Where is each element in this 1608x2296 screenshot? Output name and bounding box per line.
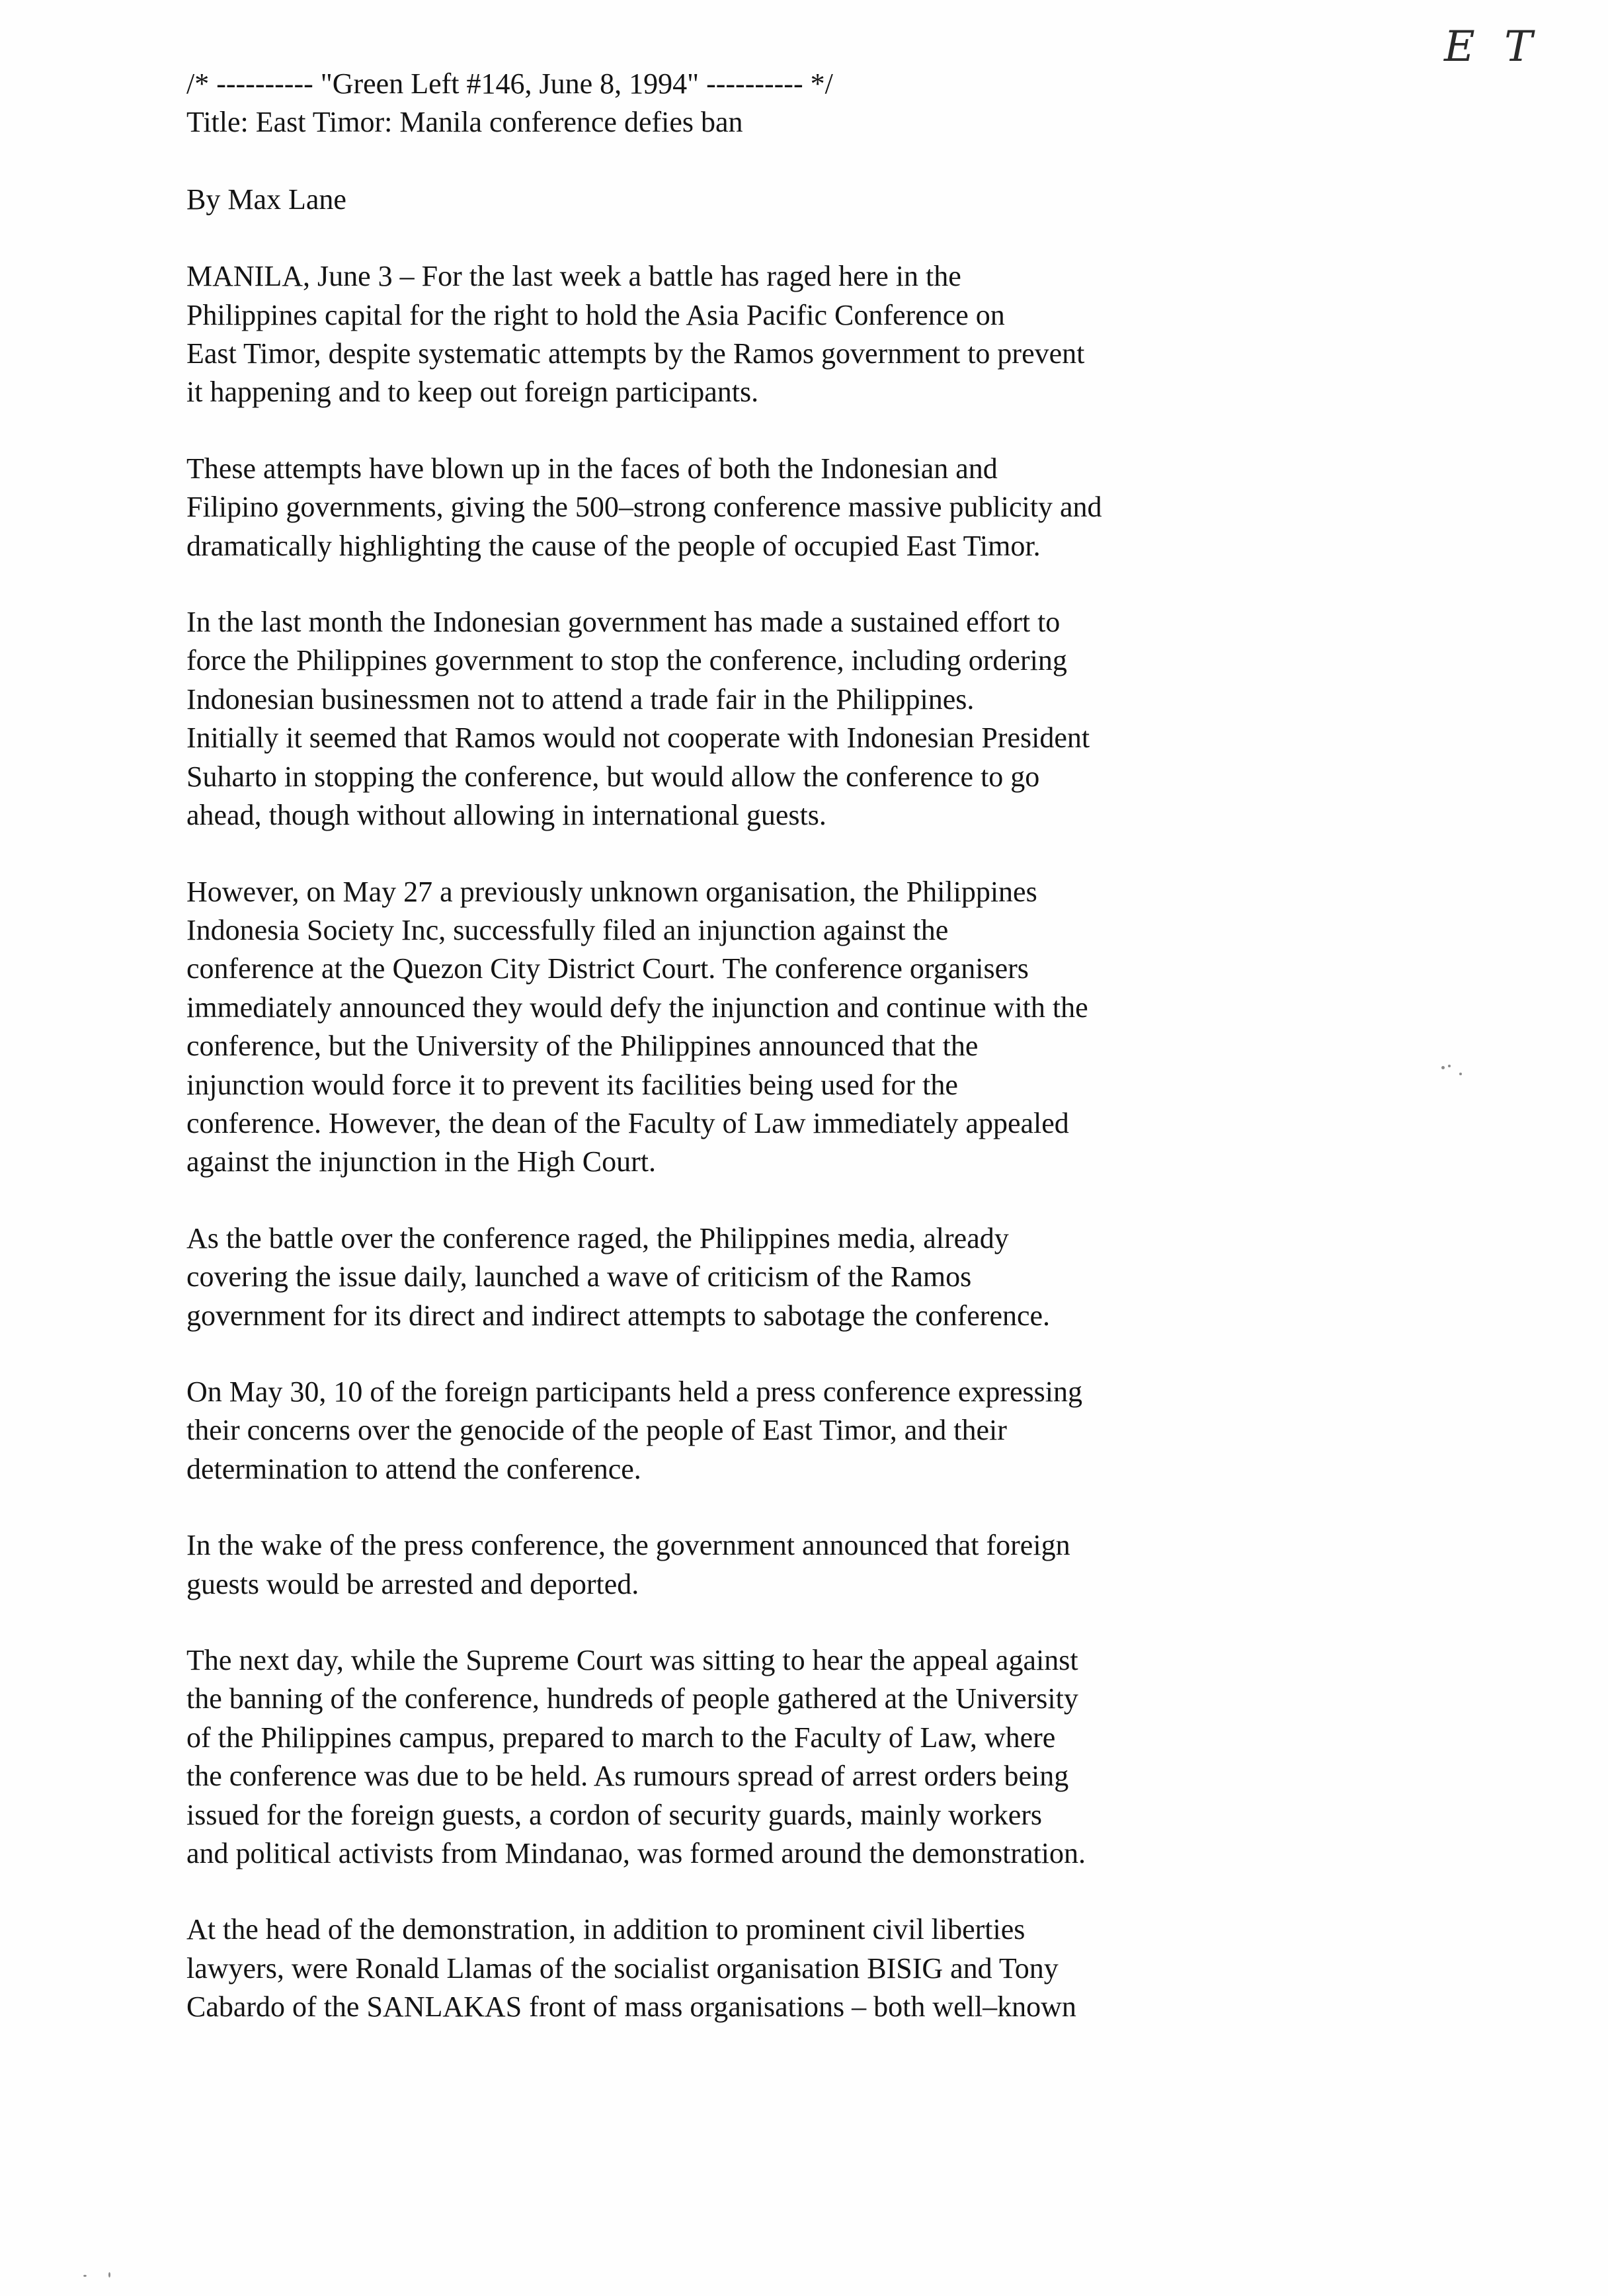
paragraph-line: Initially it seemed that Ramos would not cooperate with Indonesian President [186, 721, 1090, 755]
paragraph-line: Filipino governments, giving the 500–strong conference massive publicity and [186, 491, 1102, 524]
paragraph [186, 450, 1456, 565]
paragraph [186, 1910, 1456, 2026]
paragraph-line: of the Philippines campus, prepared to march to the Faculty of Law, where [186, 1721, 1056, 1754]
paragraph-line: conference at the Quezon City District Court. The conference organisers [186, 952, 1029, 985]
scan-speck [108, 2272, 110, 2277]
paragraph [186, 1373, 1456, 1489]
paragraph [186, 1219, 1456, 1335]
paragraph-line: the conference was due to be held. As rumours spread of arrest orders being [186, 1760, 1069, 1793]
paragraph [186, 1526, 1456, 1604]
paragraph-line: issued for the foreign guests, a cordon of security guards, mainly workers [186, 1798, 1043, 1831]
paragraph-line: force the Philippines government to stop the conference, including ordering [186, 644, 1067, 677]
paragraph-line: the banning of the conference, hundreds of people gathered at the University [186, 1682, 1078, 1715]
spacer [186, 1335, 1456, 1373]
paragraph [186, 603, 1456, 835]
article-body [186, 65, 1456, 2027]
paragraph-line: The next day, while the Supreme Court was sitting to hear the appeal against [186, 1644, 1078, 1676]
paragraph-line: their concerns over the genocide of the people of East Timor, and their [186, 1414, 1007, 1447]
paragraph-line: it happening and to keep out foreign participants. [186, 376, 759, 409]
spacer [186, 1604, 1456, 1641]
paragraph-line: conference. However, the dean of the Faculty of Law immediately appealed [186, 1106, 1069, 1139]
paragraph-line: In the wake of the press conference, the government announced that foreign [186, 1529, 1070, 1562]
spacer [186, 1182, 1456, 1219]
spacer [186, 1873, 1456, 1910]
paragraph-line: ahead, though without allowing in international guests. [186, 799, 826, 832]
paragraph-line: injunction would force it to prevent its facilities being used for the [186, 1068, 958, 1101]
paragraph [186, 257, 1456, 412]
scan-speck [83, 2275, 87, 2277]
spacer [186, 219, 1456, 257]
paragraph-line: Indonesian businessmen not to attend a trade fair in the Philippines. [186, 682, 975, 716]
paragraph-list [186, 257, 1456, 2026]
paragraph-line: MANILA, June 3 – For the last week a battle has raged here in the [186, 260, 961, 293]
title-line: Title: East Timor: Manila conference defies ban [186, 106, 743, 139]
paragraph-line: As the battle over the conference raged, the Philippines media, already [186, 1221, 1009, 1254]
paragraph-line: At the head of the demonstration, in addition to prominent civil liberties [186, 1913, 1025, 1946]
spacer [186, 565, 1456, 603]
paragraph-line: These attempts have blown up in the faces of both the Indonesian and [186, 452, 998, 485]
paragraph-line: In the last month the Indonesian government has made a sustained effort to [186, 606, 1061, 639]
paragraph-line: government for its direct and indirect attempts to sabotage the conference. [186, 1299, 1051, 1332]
paragraph-line: conference, but the University of the Philippines announced that the [186, 1030, 979, 1063]
paragraph-line: On May 30, 10 of the foreign participants held a press conference expressing [186, 1375, 1082, 1408]
paragraph-line: Cabardo of the SANLAKAS front of mass organisations – both well–known [186, 1990, 1076, 2024]
paragraph-line: Indonesia Society Inc, successfully filed an injunction against the [186, 913, 949, 946]
paragraph [186, 873, 1456, 1182]
paragraph-line: and political activists from Mindanao, was formed around the demonstration. [186, 1837, 1086, 1870]
paragraph-line: Suharto in stopping the conference, but would allow the conference to go [186, 760, 1040, 793]
scan-speck [1459, 1073, 1462, 1075]
paragraph [186, 1641, 1456, 1873]
paragraph-line: covering the issue daily, launched a wave of criticism of the Ramos [186, 1260, 972, 1293]
handwritten-mark: E T [1444, 22, 1541, 71]
spacer [186, 835, 1456, 873]
paragraph-line: against the injunction in the High Court. [186, 1145, 657, 1178]
source-line: /* ---------- "Green Left #146, June 8, 1994" ---------- */ [186, 67, 833, 100]
byline: By Max Lane [186, 183, 346, 216]
paragraph-line: immediately announced they would defy the injunction and continue with the [186, 991, 1088, 1024]
spacer [186, 142, 1456, 181]
paragraph-line: East Timor, despite systematic attempts by the Ramos government to prevent [186, 337, 1085, 370]
paragraph-line: determination to attend the conference. [186, 1452, 641, 1485]
paragraph-line: dramatically highlighting the cause of the people of occupied East Timor. [186, 529, 1041, 562]
paragraph-line: lawyers, were Ronald Llamas of the socialist organisation BISIG and Tony [186, 1951, 1059, 1985]
paragraph-line: Philippines capital for the right to hold the Asia Pacific Conference on [186, 298, 1005, 331]
spacer [186, 1489, 1456, 1526]
paragraph-line: guests would be arrested and deported. [186, 1567, 639, 1600]
spacer [186, 412, 1456, 450]
paragraph-line: However, on May 27 a previously unknown organisation, the Philippines [186, 875, 1037, 908]
